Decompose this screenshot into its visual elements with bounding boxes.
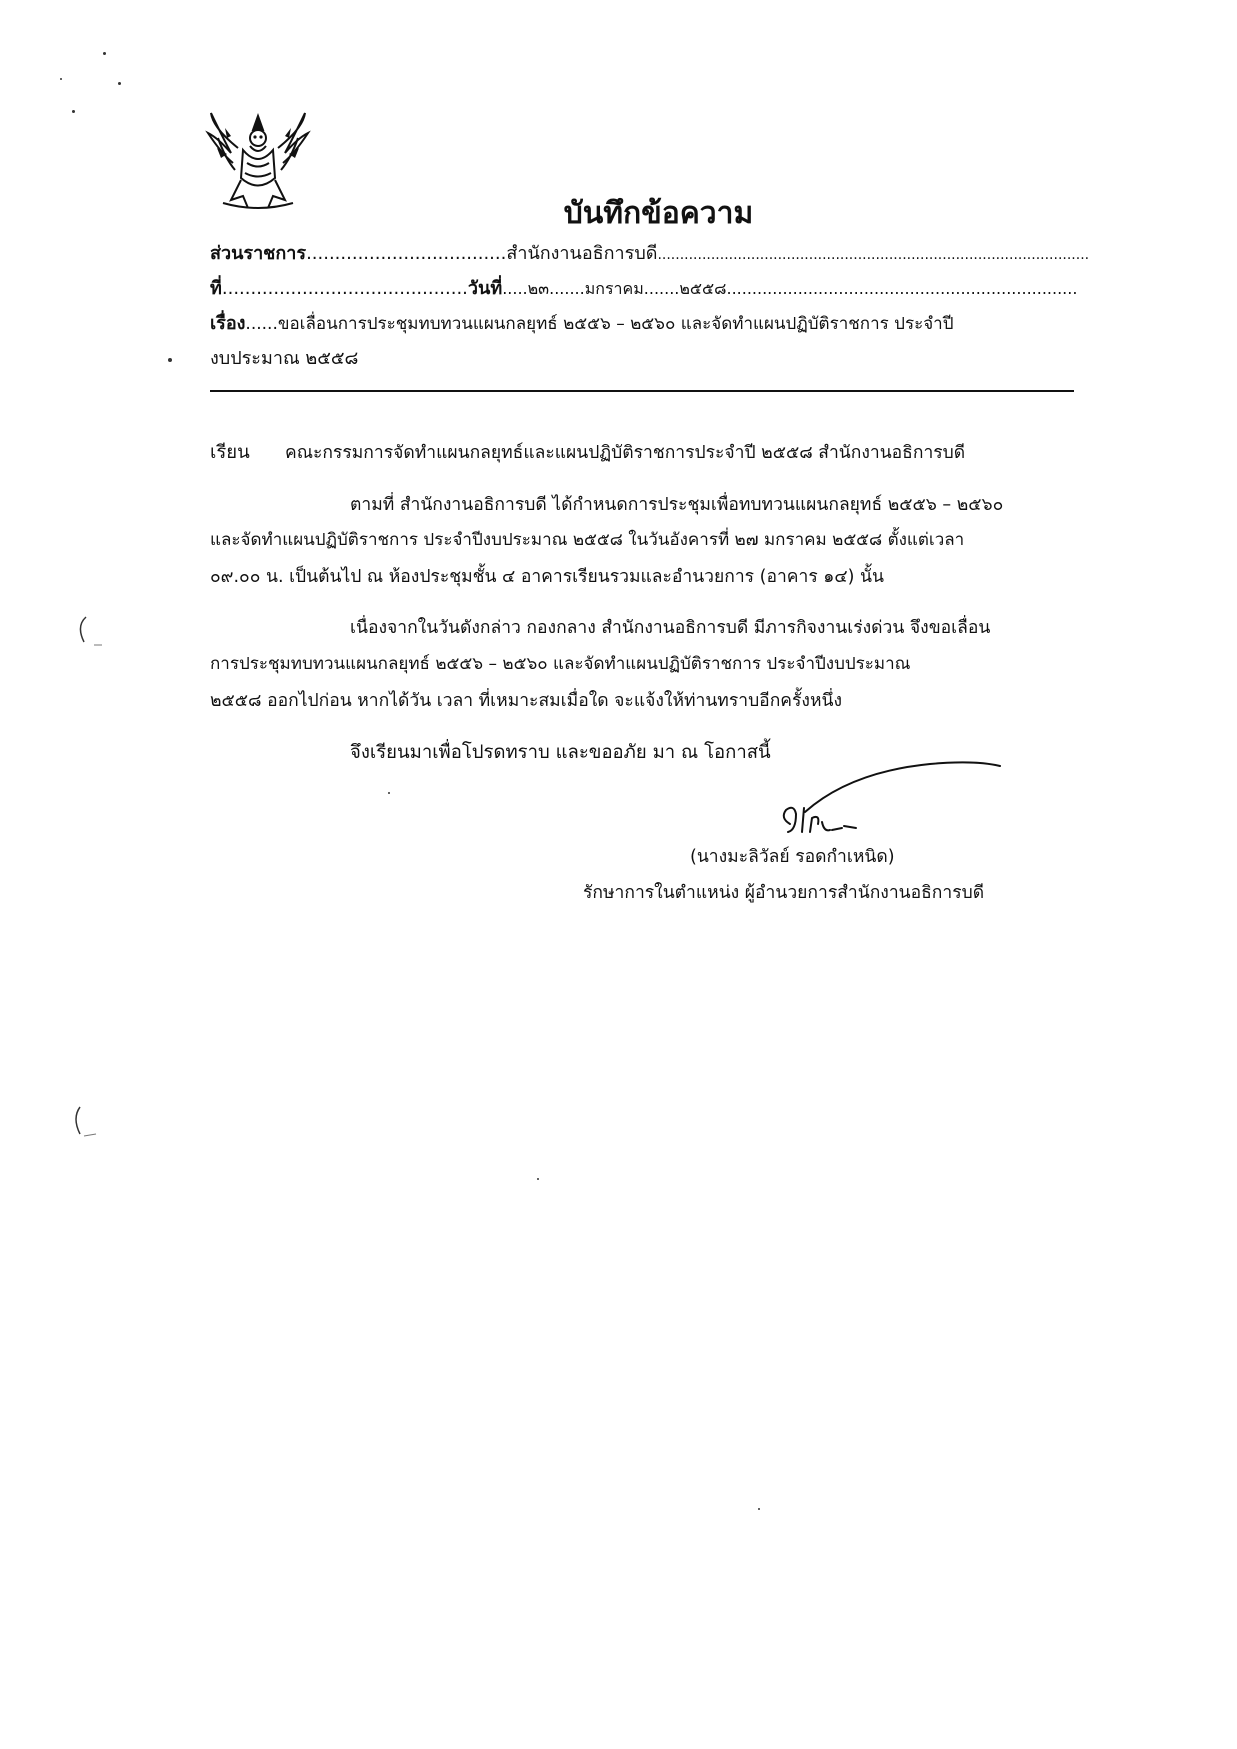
date-value: .....๒๓.......มกราคม.......๒๕๕๘..................................................................... [502,279,1078,298]
paragraph1-line-2: และจัดทำแผนปฏิบัติราชการ ประจำปีงบประมาณ ๒๕๕๘ ในวันอังคารที่ ๒๗ มกราคม ๒๕๕๘ ตั้งแต่เวลา [210,530,965,550]
scan-speck [60,78,62,80]
punch-hole-mark [70,612,110,652]
memo-title: บันทึกข้อความ [563,196,754,231]
date-label: วันที่ [467,278,503,299]
ref-label: ที่ [210,278,222,299]
ref-date-line [210,273,1077,302]
ref-dots: ........................................... [221,278,468,299]
salutation-recipient: คณะกรรมการจัดทำแผนกลยุทธ์และแผนปฏิบัติราชการประจำปี ๒๕๕๘ สำนักงานอธิการบดี [285,443,966,463]
signer-name: (นางมะลิวัลย์ รอดกำเหนิด) [690,847,895,867]
paragraph1-line-3: ๐๙.๐๐ น. เป็นต้นไป ณ ห้องประชุมชั้น ๔ อาคารเรียนรวมและอำนวยการ (อาคาร ๑๔) นั้น [210,567,884,587]
paragraph2-line-3: ๒๕๕๘ ออกไปก่อน หากได้วัน เวลา ที่เหมาะสมเมื่อใด จะแจ้งให้ท่านทราบอีกครั้งหนึ่ง [210,691,842,711]
agency-dots-2: ................................................................................................. [657,247,1090,263]
scan-speck [103,52,106,55]
header-divider [210,390,1074,392]
agency-dots-1: ................................... [306,243,507,264]
salutation-label: เรียน [210,442,250,463]
subject-text-1: ......ขอเลื่อนการประชุมทบทวนแผนกลยุทธ์ ๒๕๕๖ – ๒๕๖๐ และจัดทำแผนปฏิบัติราชการ ประจำปี [245,314,954,334]
scan-speck [118,82,121,85]
scan-speck [168,358,172,362]
subject-label: เรื่อง [210,313,246,334]
signer-position: รักษาการในตำแหน่ง ผู้อำนวยการสำนักงานอธิการบดี [583,883,985,903]
handwritten-signature [760,752,1010,842]
paragraph1-line-1: ตามที่ สำนักงานอธิการบดี ได้กำหนดการประชุมเพื่อทบทวนแผนกลยุทธ์ ๒๕๕๖ – ๒๕๖๐ [350,495,1004,515]
agency-line [210,238,1089,267]
scan-speck [537,1178,539,1180]
scan-speck [388,792,390,794]
subject-text-2: งบประมาณ ๒๕๕๘ [210,348,359,369]
punch-hole-mark [66,1102,106,1142]
subject-line-1 [210,308,954,337]
agency-value: สำนักงานอธิการบดี [506,243,658,264]
scan-speck [758,1508,760,1510]
scan-speck [72,110,75,113]
agency-label: ส่วนราชการ [210,243,307,264]
closing-line: จึงเรียนมาเพื่อโปรดทราบ และขออภัย มา ณ โอกาสนี้ [350,742,771,763]
paragraph2-line-2: การประชุมทบทวนแผนกลยุทธ์ ๒๕๕๖ – ๒๕๖๐ และจัดทำแผนปฏิบัติราชการ ประจำปีงบประมาณ [210,654,911,674]
paragraph2-line-1: เนื่องจากในวันดังกล่าว กองกลาง สำนักงานอธิการบดี มีภารกิจงานเร่งด่วน จึงขอเลื่อน [350,618,991,638]
